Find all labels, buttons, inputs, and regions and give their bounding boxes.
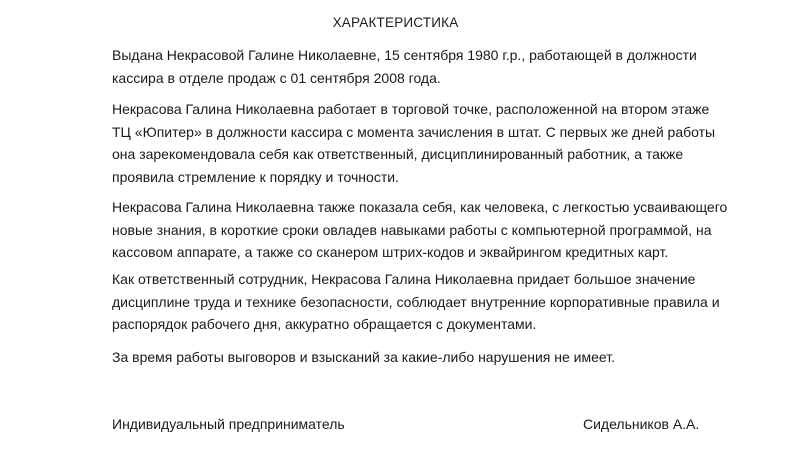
paragraph-issued-to: Выдана Некрасовой Галине Николаевне, 15 сентября 1980 г.р., работающей в должности кассира в отделе продаж с 01 сентября 2008 года. <box>112 47 697 86</box>
signature-position: Индивидуальный предприниматель <box>112 416 345 432</box>
document-title: ХАРАКТЕРИСТИКА <box>332 15 459 30</box>
paragraph-discipline: Как ответственный сотрудник, Некрасова Галина Николаевна придает большое значение дисциплине труда и технике безопасности, соблюдает внутренние корпоративные правила и распорядок рабочего дня, аккуратно обращается с документами. <box>112 271 720 332</box>
paragraph-no-reprimands: За время работы выговоров и взысканий за какие-либо нарушения не имеет. <box>112 349 615 365</box>
paragraph-workplace: Некрасова Галина Николаевна работает в торговой точке, расположенной на втором этаже ТЦ «Юпитер» в должности кассира с момента зачисления в штат. С первых же дней работы она зарекомендовала себя как ответственный, дисциплинированный работник, а также проявила стремление к порядку и точности. <box>112 101 716 185</box>
paragraph-skills: Некрасова Галина Николаевна также показала себя, как человека, с легкостью усваивающего новые знания, в короткие сроки овладев навыками работы с компьютерной программой, на кассовом аппарате, а также со сканером штрих-кодов и эквайрингом кредитных карт. <box>112 199 728 260</box>
signature-name: Сидельников А.А. <box>583 416 700 432</box>
